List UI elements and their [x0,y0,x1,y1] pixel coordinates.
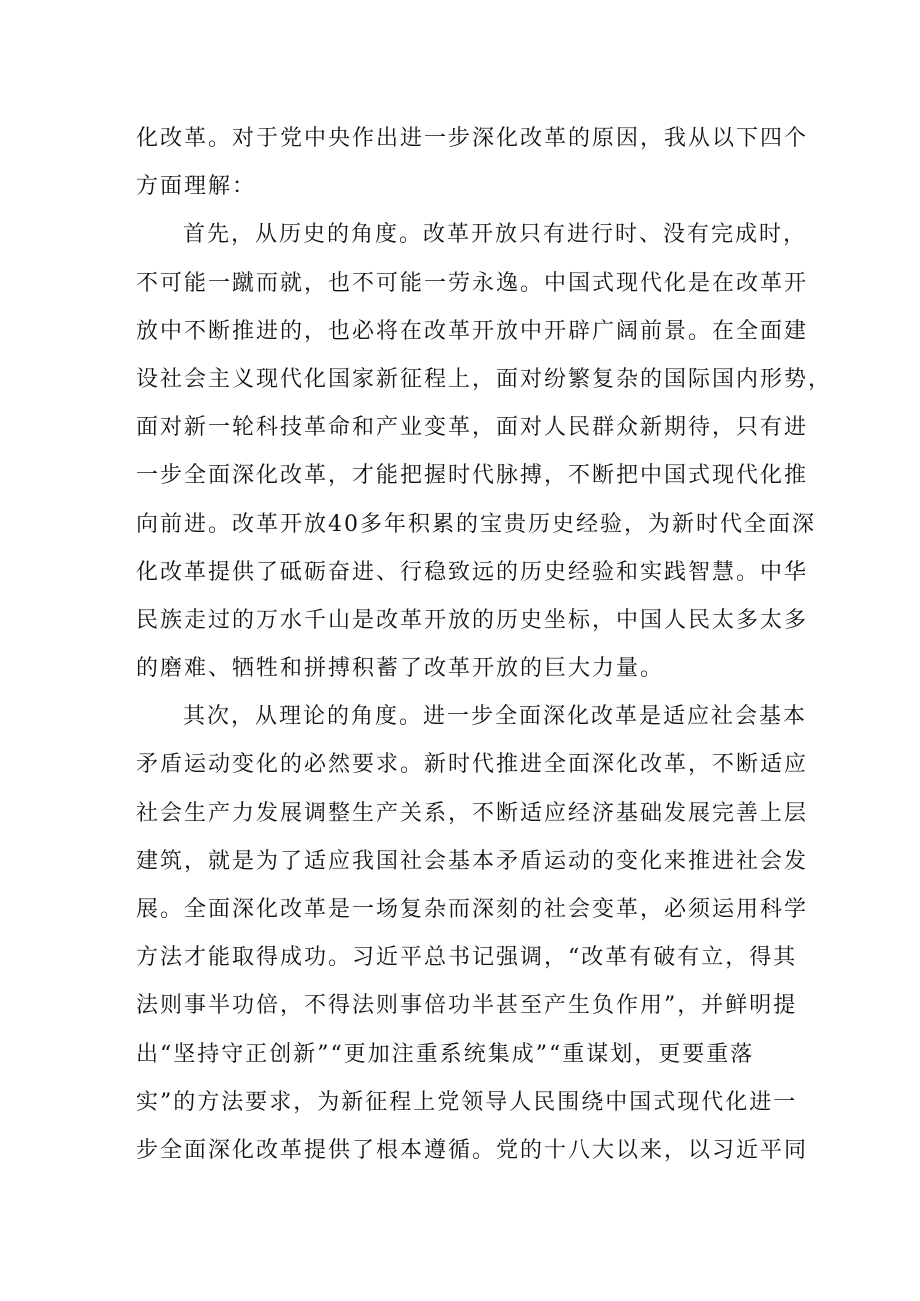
text-line: 不可能一蹴而就，也不可能一劳永逸。中国式现代化是在改革开 [136,270,809,296]
text-line: 一步全面深化改革，才能把握时代脉搏，不断把中国式现代化推 [136,463,809,489]
text-line: 向前进。改革开放40多年积累的宝贵历史经验，为新时代全面深 [136,511,816,537]
text-line: 民族走过的万水千山是改革开放的历史坐标，中国人民太多太多 [136,607,809,633]
document-body [136,115,833,1175]
text-line: 步全面深化改革提供了根本遵循。党的十八大以来，以习近平同 [136,1137,809,1163]
text-line: 化改革提供了砥砺奋进、行稳致远的历史经验和实践智慧。中华 [136,559,809,585]
text-line: 实”的方法要求，为新征程上党领导人民围绕中国式现代化进一 [136,1089,798,1115]
text-line: 化改革。对于党中央作出进一步深化改革的原因，我从以下四个 [136,126,809,151]
text-line: 展。全面深化改革是一场复杂而深刻的社会变革，必须运用科学 [136,897,809,922]
text-line: 方法才能取得成功。习近平总书记强调，“改革有破有立，得其 [136,945,798,971]
paragraph-first-line: 首先，从历史的角度。改革开放只有进行时、没有完成时， [183,222,808,248]
text-line: 设社会主义现代化国家新征程上，面对纷繁复杂的国际国内形势， [136,366,833,392]
text-line: 放中不断推进的，也必将在改革开放中开辟广阔前景。在全面建 [136,318,809,344]
paragraph-first-line: 其次，从理论的角度。进一步全面深化改革是适应社会基本 [183,704,808,730]
text-line: 社会生产力发展调整生产关系，不断适应经济基础发展完善上层 [136,800,809,826]
text-line: 法则事半功倍，不得法则事倍功半甚至产生负作用”，并鲜明提 [136,993,798,1019]
text-line: 方面理解： [136,174,257,200]
text-line: 的磨难、牺牲和拼搏积蓄了改革开放的巨大力量。 [136,656,665,682]
text-line: 面对新一轮科技革命和产业变革，面对人民群众新期待，只有进 [136,415,809,441]
text-line: 建筑，就是为了适应我国社会基本矛盾运动的变化来推进社会发 [136,848,809,874]
text-line: 矛盾运动变化的必然要求。新时代推进全面深化改革，不断适应 [136,752,809,778]
text-line: 出“坚持守正创新”“更加注重系统集成”“重谋划，更要重落 [136,1041,755,1067]
